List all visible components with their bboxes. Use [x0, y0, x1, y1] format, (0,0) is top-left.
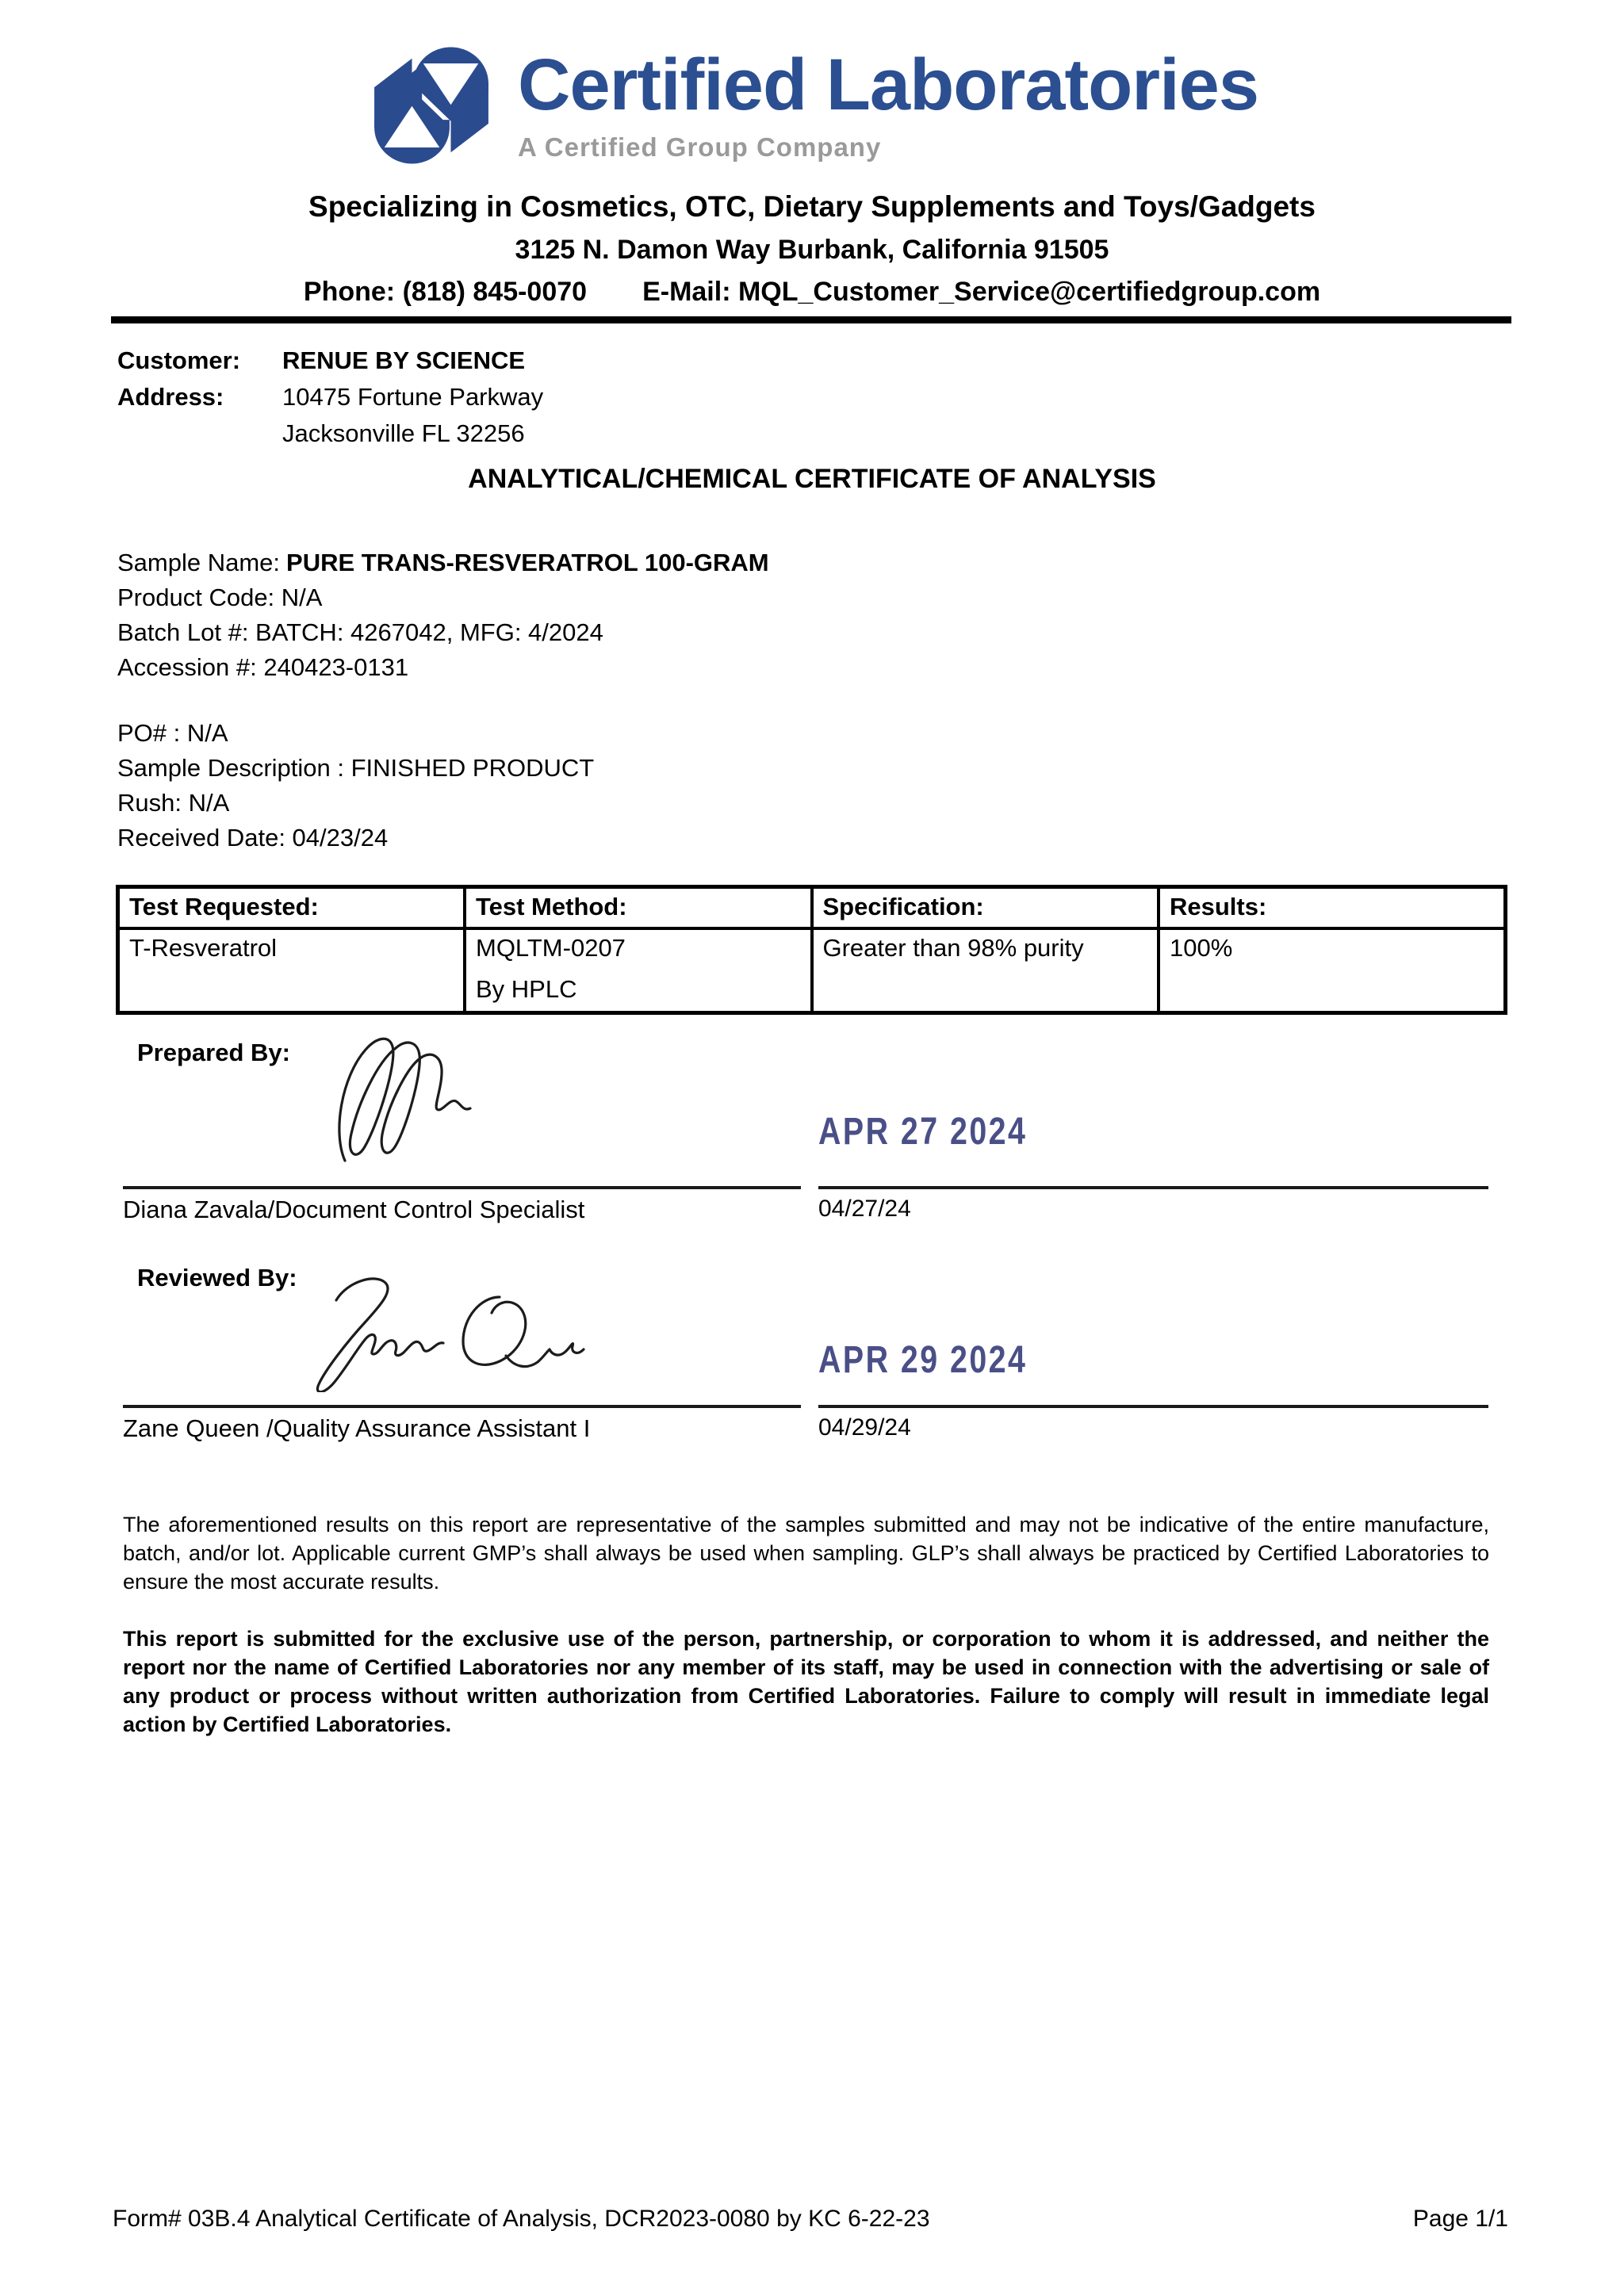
header-logo: [0, 33, 1624, 178]
reviewed-date-stamp: APR 29 2024: [818, 1339, 1028, 1381]
product-code-line: Product Code: N/A: [117, 584, 323, 611]
sample-name-value: PURE TRANS-RESVERATROL 100-GRAM: [286, 549, 769, 576]
prepared-date-line: [818, 1186, 1488, 1189]
customer-address-line-1: 10475 Fortune Parkway: [282, 383, 544, 411]
received-date-line: Received Date: 04/23/24: [117, 824, 389, 851]
prepared-date-text: 04/27/24: [818, 1196, 911, 1222]
test-method-line-1: MQLTM-0207: [476, 934, 626, 962]
col-header-test-method: Test Method:: [465, 887, 812, 929]
header-contact-line: [0, 277, 1624, 308]
cell-specification: Greater than 98% purity: [812, 928, 1159, 1013]
results-table-header-row: [118, 887, 1506, 929]
prepared-signature-image: [329, 1027, 488, 1174]
prepared-by-label: Prepared By:: [137, 1039, 290, 1066]
customer-address-line-2: Jacksonville FL 32256: [282, 419, 525, 447]
batch-lot-line: Batch Lot #: BATCH: 4267042, MFG: 4/2024: [117, 618, 603, 646]
prepared-name-title: Diana Zavala/Document Control Specialist: [123, 1196, 585, 1223]
logo-title: Certified Laboratories: [518, 44, 1258, 125]
cell-result: 100%: [1159, 928, 1506, 1013]
reviewed-by-label: Reviewed By:: [137, 1264, 297, 1292]
sample-info-block: [117, 545, 769, 685]
disclaimer-paragraph-1: The aforementioned results on this report are representative of the samples submitted and may not be indicative of the entire manufacture, batch, and/or lot. Applicable current GMP’s shall always be used when sampling. GLP’s shall always be practiced by Certified Laboratories to ensure the most accurate results.: [123, 1513, 1489, 1594]
page-footer: [113, 2206, 1508, 2233]
reviewed-date-text: 04/29/24: [818, 1414, 911, 1441]
customer-block: [117, 342, 543, 452]
po-info-block: [117, 716, 594, 855]
reviewed-signature-line: [123, 1405, 801, 1408]
header-tagline: Specializing in Cosmetics, OTC, Dietary Supplements and Toys/Gadgets: [308, 190, 1316, 223]
address-label: Address:: [117, 383, 224, 411]
certified-laboratories-logo-icon: [366, 33, 497, 178]
rush-line: Rush: N/A: [117, 789, 230, 817]
logo-subtitle: A Certified Group Company: [518, 132, 882, 162]
header-phone: Phone: (818) 845-0070: [303, 277, 588, 307]
document-title: ANALYTICAL/CHEMICAL CERTIFICATE OF ANALYSIS: [468, 464, 1156, 494]
customer-name: RENUE BY SCIENCE: [282, 346, 526, 374]
sample-description-line: Sample Description : FINISHED PRODUCT: [117, 754, 595, 782]
cell-test-requested: T-Resveratrol: [118, 928, 465, 1013]
header-divider: [111, 316, 1511, 323]
col-header-test-requested: Test Requested:: [118, 887, 465, 929]
results-table-row: [118, 928, 1506, 1013]
spacer-cell: [117, 415, 282, 452]
customer-label: Customer:: [117, 346, 241, 374]
disclaimer-paragraph-2: This report is submitted for the exclusive use of the person, partnership, or corporation to whom it is addressed, and neither the report nor the name of Certified Laboratories nor any member of its staff, may be used in connection with the advertising or sale of any product or process without written authorization from Certified Laboratories. Failure to comply will result in immediate legal action by Certified Laboratories.: [123, 1627, 1489, 1736]
header-address: 3125 N. Damon Way Burbank, California 91505: [515, 235, 1109, 265]
test-method-line-2: By HPLC: [476, 975, 577, 1003]
prepared-date-stamp: APR 27 2024: [818, 1111, 1028, 1153]
sample-name-label: Sample Name:: [117, 549, 281, 576]
prepared-signature-line: [123, 1186, 801, 1189]
logo-text-block: [518, 44, 1258, 163]
sample-name-line: [117, 545, 769, 580]
footer-page-number: Page 1/1: [1412, 2206, 1508, 2232]
accession-line: Accession #: 240423-0131: [117, 653, 409, 681]
results-table: [116, 885, 1507, 1015]
footer-form-text: Form# 03B.4 Analytical Certificate of Analysis, DCR2023-0080 by KC 6-22-23: [113, 2206, 930, 2232]
po-line: PO# : N/A: [117, 719, 228, 747]
reviewed-signature-image: [303, 1265, 588, 1392]
cell-test-method: [465, 928, 812, 1013]
reviewed-name-title: Zane Queen /Quality Assurance Assistant I: [123, 1414, 591, 1442]
header-email: E-Mail: MQL_Customer_Service@certifiedgroup.com: [642, 277, 1321, 307]
reviewed-date-line: [818, 1405, 1488, 1408]
col-header-specification: Specification:: [812, 887, 1159, 929]
col-header-results: Results:: [1159, 887, 1506, 929]
